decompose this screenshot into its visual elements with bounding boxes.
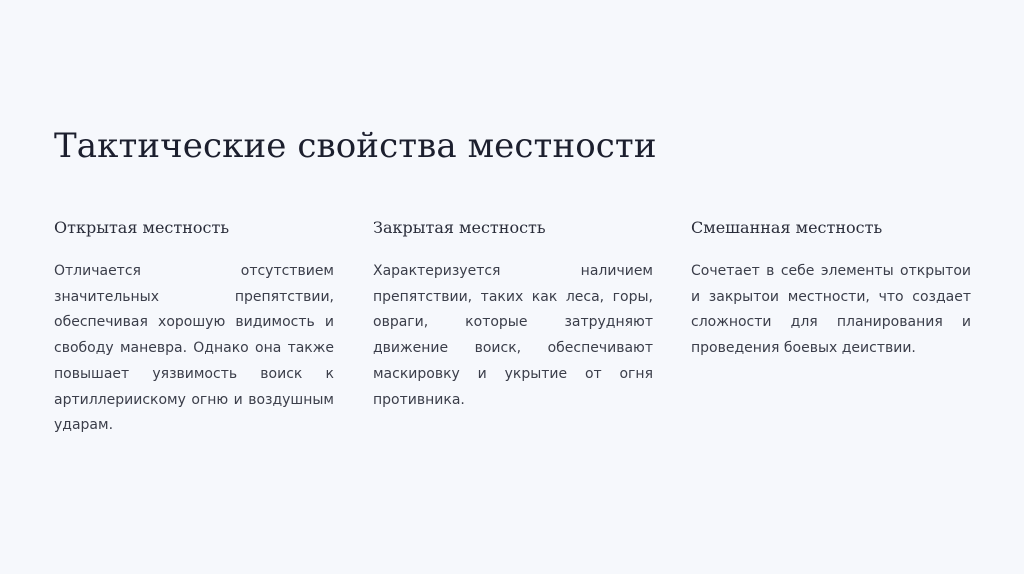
column-heading: Закрытая местность [373,218,546,237]
column-body: Сочетает в себе элементы открытои и закрытои местности, что создает сложности для планирования и проведения боевых деиствии. [691,263,971,357]
slide-title: Тактические свойства местности [54,126,657,166]
column-heading: Открытая местность [54,218,230,237]
column-body: Отличается отсутствием значительных препятствии, обеспечивая хорошую видимость и свободу маневра. Однако она также повышает уязвимость воиск к артиллериискому огню и воздушным ударам. [54,263,334,434]
column-closed-terrain [373,216,653,413]
column-body: Характеризуется наличием препятствии, таких как леса, горы, овраги, которые затрудняют движение воиск, обеспечивают маскировку и укрытие от огня противника. [373,263,653,408]
column-mixed-terrain [691,216,971,362]
column-heading: Смешанная местность [691,218,883,237]
column-open-terrain [54,216,334,439]
